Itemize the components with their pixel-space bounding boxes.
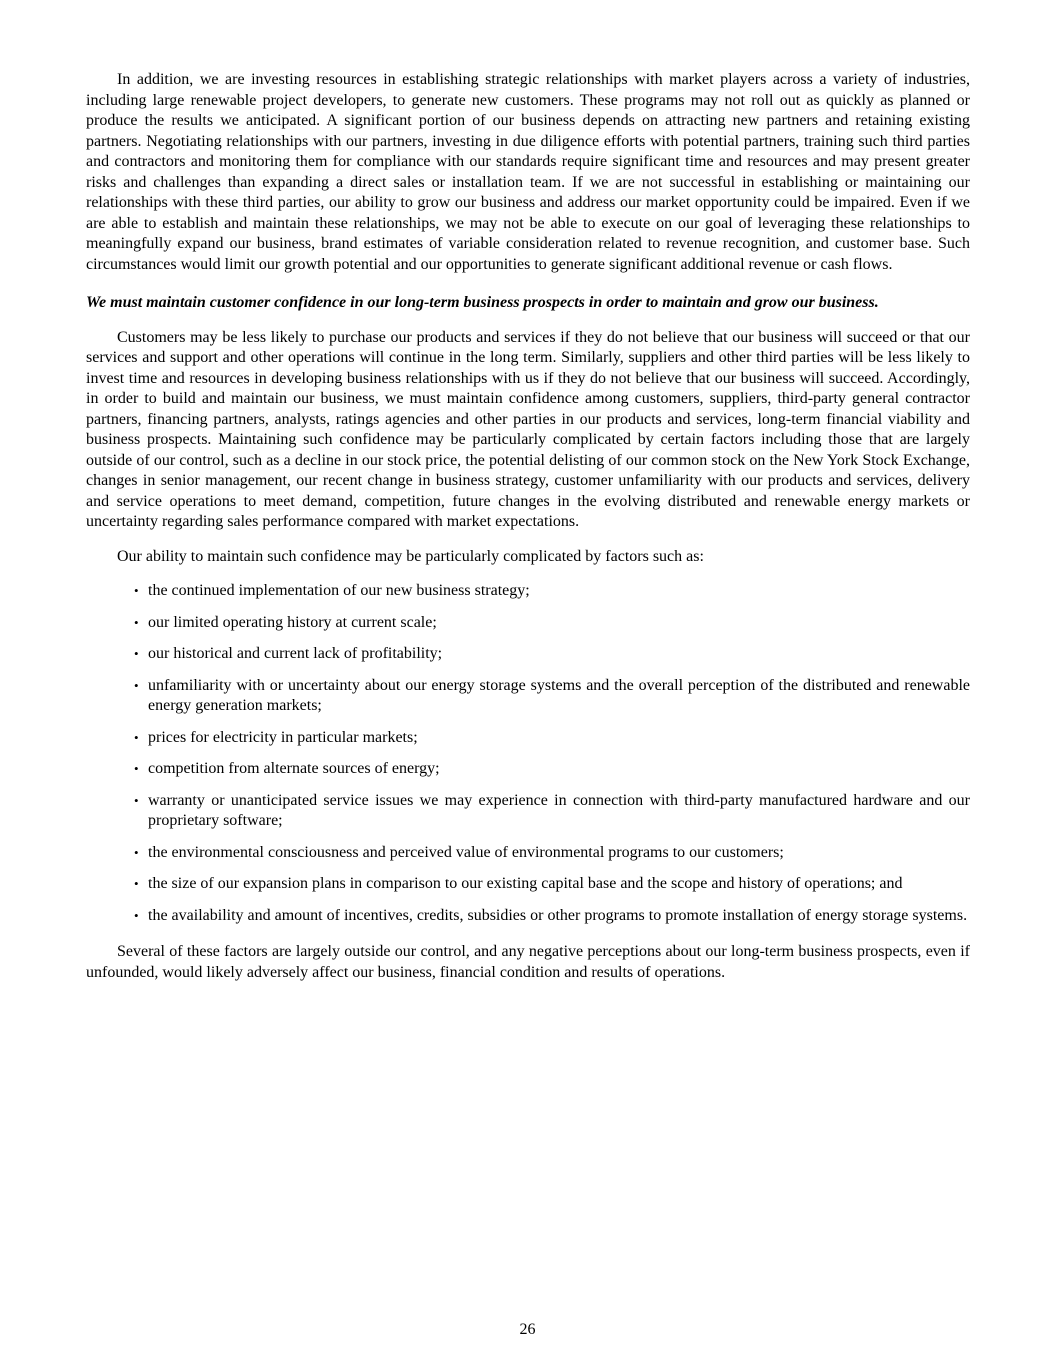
list-item	[86, 874, 970, 895]
list-item-text: the environmental consciousness and perceived value of environmental programs to our customers;	[148, 843, 784, 861]
list-item-text: the size of our expansion plans in comparison to our existing capital base and the scope and history of operations; and	[148, 875, 903, 892]
risk-factor-list	[86, 581, 970, 926]
paragraph-customer-confidence: Customers may be less likely to purchase our products and services if they do not believe that our business will succeed or that our services and support and other operations will continue in the long term. Similarly, suppliers and other third parties will be less likely to invest time and resources in developing business relationships with us if they do not believe that our business will succeed. Accordingly, in order to build and maintain our business, we must maintain confidence among customers, suppliers, third-party general contractor partners, financing partners, analysts, ratings agencies and other parties in our products and services, long-term financial viability and business prospects. Maintaining such confidence may be particularly complicated by certain factors including those that are largely outside of our control, such as a decline in our stock price, the potential delisting of our common stock on the New York Stock Exchange, changes in senior management, our recent change in business strategy, customer unfamiliarity with our products and services, delivery and service operations to meet demand, competition, future changes in the evolving distributed and renewable energy markets or uncertainty regarding sales performance compared with market expectations.	[86, 328, 970, 530]
list-item	[86, 728, 970, 749]
list-item	[86, 581, 970, 602]
list-item	[86, 843, 970, 864]
list-item-text: our limited operating history at current scale;	[148, 613, 437, 631]
list-item-text: competition from alternate sources of energy;	[148, 760, 440, 777]
bullet-icon: •	[134, 614, 139, 630]
list-item	[86, 791, 970, 832]
paragraph-strategic-relationships: In addition, we are investing resources in establishing strategic relationships with market players across a variety of industries, including large renewable project developers, to generate new customers. These programs may not roll out as quickly as planned or produce the results we anticipated. A significant portion of our business depends on attracting new partners and retaining existing partners. Negotiating relationships with our partners, investing in due diligence efforts with potential partners, training such third parties and contractors and monitoring them for compliance with our standards require significant time and resources and may present greater risks and challenges than expanding a direct sales or installation team. If we are not successful in establishing or maintaining our relationships with these third parties, our ability to grow our business and address our market opportunity could be impaired. Even if we are able to establish and maintain these relationships, we may not be able to execute on our goal of leveraging these relationships to meaningfully expand our business, brand estimates of variable consideration related to revenue recognition, and customer base. Such circumstances would limit our growth potential and our opportunities to generate significant additional revenue or cash flows.	[86, 71, 970, 273]
risk-factor-heading: We must maintain customer confidence in our long-term business prospects in order to maintain and grow our business.	[86, 294, 879, 311]
bullet-icon: •	[134, 761, 139, 776]
list-item	[86, 906, 970, 927]
bullet-icon: •	[134, 844, 139, 860]
list-item	[86, 676, 970, 717]
bullet-list-intro: Our ability to maintain such confidence may be particularly complicated by factors such as:	[117, 547, 704, 565]
list-item	[86, 644, 970, 665]
closing-paragraph: Several of these factors are largely outside our control, and any negative perceptions about our long-term business prospects, even if unfounded, would likely adversely affect our business, financial condition and results of operations.	[86, 943, 970, 981]
list-item	[86, 759, 970, 780]
list-item-text: the continued implementation of our new business strategy;	[148, 582, 530, 599]
list-item-text: warranty or unanticipated service issues we may experience in connection with third-party manufactured hardware and our proprietary software;	[148, 791, 970, 829]
list-item-text: the availability and amount of incentives, credits, subsidies or other programs to promote installation of energy storage systems.	[148, 906, 968, 924]
bullet-icon: •	[134, 907, 139, 923]
page-content	[86, 70, 970, 997]
bullet-icon: •	[134, 583, 139, 598]
list-item-text: prices for electricity in particular markets;	[148, 728, 418, 746]
bullet-icon: •	[134, 646, 139, 661]
bullet-icon: •	[134, 876, 139, 891]
list-item-text: unfamiliarity with or uncertainty about our energy storage systems and the overall perception of the distributed and renewable energy generation markets;	[148, 676, 970, 714]
list-item-text: our historical and current lack of profitability;	[148, 645, 443, 662]
page-number: 26	[519, 1321, 536, 1338]
list-item	[86, 613, 970, 634]
bullet-icon: •	[134, 677, 139, 693]
bullet-icon: •	[134, 729, 139, 745]
bullet-icon: •	[134, 792, 139, 808]
